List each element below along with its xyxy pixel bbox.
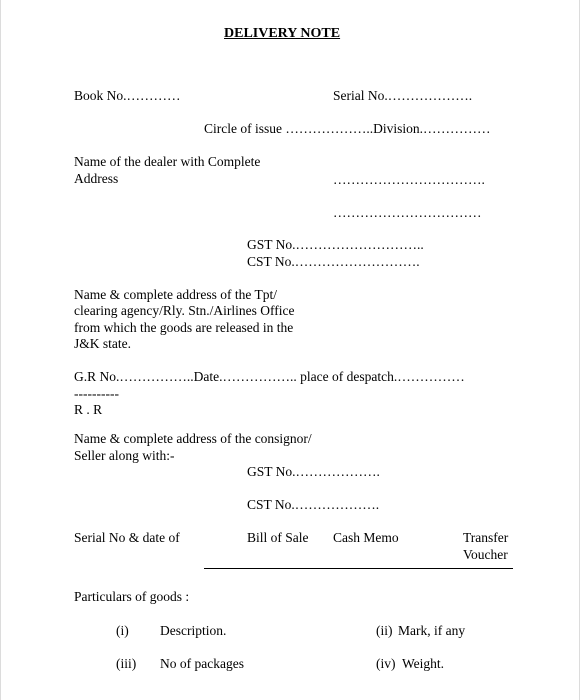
circle-division-field: Circle of issue ………………..Division.…………… xyxy=(204,121,491,136)
transfer-voucher-line2: Voucher xyxy=(463,547,508,562)
tpt-address-line1: Name & complete address of the Tpt/ xyxy=(74,287,277,302)
item-mark: Mark, if any xyxy=(398,623,466,638)
serial-date-label: Serial No & date of xyxy=(74,530,180,545)
dealer-label-line1: Name of the dealer with Complete xyxy=(74,154,261,169)
signature-rule xyxy=(204,568,513,569)
consignor-label-line2: Seller along with:- xyxy=(74,448,175,463)
dealer-label-line2: Address xyxy=(74,171,119,186)
transfer-voucher-line1: Transfer xyxy=(463,530,509,545)
book-no-field: Book No.………… xyxy=(74,88,181,103)
cst-no-field-2: CST No.………………. xyxy=(247,497,380,512)
bill-of-sale-label: Bill of Sale xyxy=(247,530,309,545)
serial-no-field: Serial No.………………. xyxy=(333,88,473,103)
dealer-address-dots-1: ……………………………. xyxy=(333,172,485,187)
cash-memo-label: Cash Memo xyxy=(333,530,399,545)
item-number-i: (i) xyxy=(116,623,129,638)
document-title: DELIVERY NOTE xyxy=(224,26,341,41)
gst-no-field-2: GST No.………………. xyxy=(247,464,380,479)
tpt-address-line4: J&K state. xyxy=(74,336,131,351)
item-no-of-packages: No of packages xyxy=(160,656,244,671)
item-weight: Weight. xyxy=(402,656,445,671)
rr-label: R . R xyxy=(74,402,103,417)
particulars-label: Particulars of goods : xyxy=(74,589,190,604)
gr-date-despatch-line: G.R No.……………..Date.…………….. place of despatch.…………… xyxy=(74,369,465,384)
consignor-label-line1: Name & complete address of the consignor/ xyxy=(74,431,312,446)
gst-no-field-1: GST No.……………………….. xyxy=(247,237,424,252)
dash-separator: ---------- xyxy=(74,386,119,401)
tpt-address-line3: from which the goods are released in the xyxy=(74,320,294,335)
page-edge-left xyxy=(0,0,1,700)
cst-no-field-1: CST No.………………………. xyxy=(247,254,420,269)
item-description: Description. xyxy=(160,623,227,638)
item-number-ii: (ii) xyxy=(376,623,393,638)
dealer-address-dots-2: …………………………… xyxy=(333,205,482,220)
item-number-iv: (iv) xyxy=(376,656,396,671)
tpt-address-line2: clearing agency/Rly. Stn./Airlines Office xyxy=(74,303,295,318)
item-number-iii: (iii) xyxy=(116,656,137,671)
